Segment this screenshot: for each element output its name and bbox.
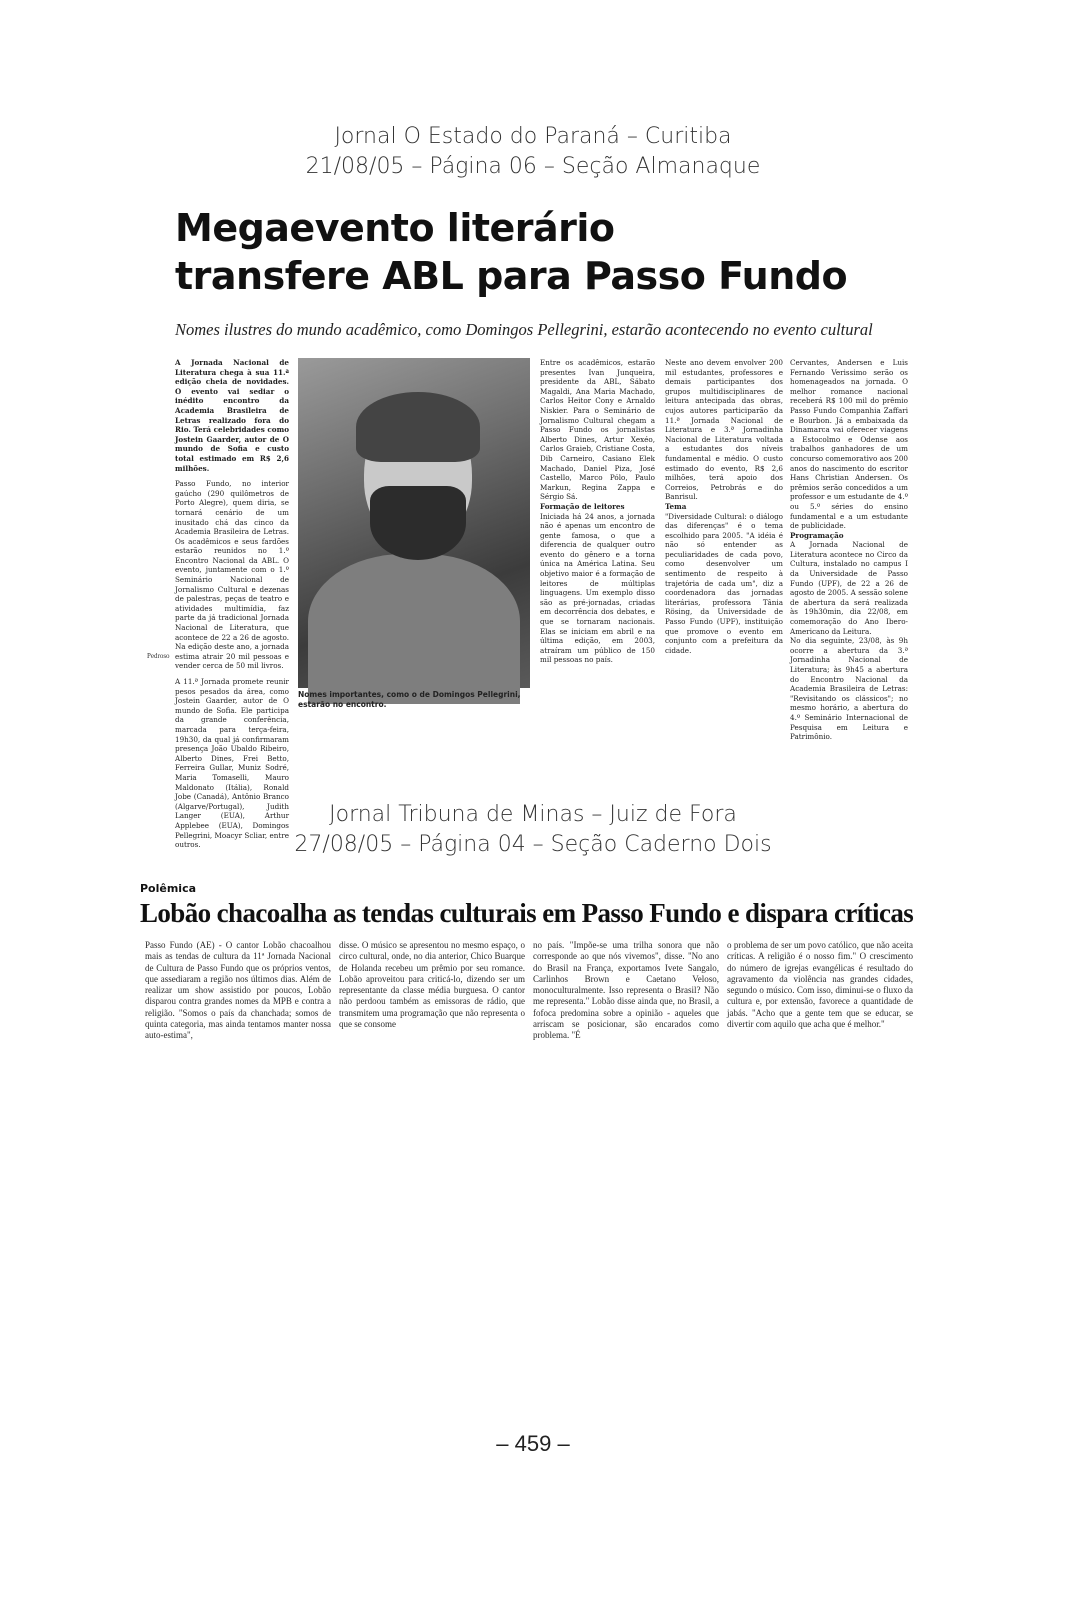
article-1-column-3 — [540, 358, 655, 665]
photo-figure-body — [308, 554, 520, 704]
article-1-deck: Nomes ilustres do mundo acadêmico, como Domingos Pellegrini, estarão acontecendo no evento cultural — [175, 320, 873, 339]
page-number: – 459 – — [496, 1431, 570, 1456]
subhead: Programação — [790, 530, 844, 540]
paragraph: A 11.ª Jornada promete reunir pesos pesados da área, como Jostein Gaarder, autor de O mundo de Sofia. Ele participa da grande conferência, marcada para terça-feira, 19h30, da qual já confirmaram presença João Ubaldo Ribeiro, Alberto Dines, Frei Betto, Ferreira Gullar, Muniz Sodré, Maria Tomaselli, Mauro Maldonato (Itália), Ronald Jobe (Canadá), Antônio Branco (Algarve/Portugal), Judith Langer (EUA), Arthur Applebee (EUA), Domingos Pellegrini, Moacyr Scliar, entre outros. — [175, 677, 289, 850]
source-citation-1 — [0, 122, 1066, 182]
article-2-column-2 — [339, 940, 525, 1030]
source-1-line-1: Jornal O Estado do Paraná – Curitiba — [334, 124, 732, 149]
source-2-line-1: Jornal Tribuna de Minas – Juiz de Fora — [329, 802, 737, 827]
article-1-column-4 — [665, 358, 783, 655]
article-1-column-1 — [175, 358, 289, 850]
photo-credit: Pedroso — [147, 652, 170, 660]
paragraph: o problema de ser um povo católico, que não aceita críticas. A religião é o nosso fim." O crescimento do número de igrejas evangélicas é resultado do agravamento da violência nas grandes cidades, segundo o músico. Com isso, diminui-se o fluxo da cultura e, por extensão, favorece a quantidade de jabás. "Acho que a gente tem que se educar, se divertir com aquilo que acha que é melhor." — [727, 940, 913, 1030]
source-citation-2 — [0, 800, 1066, 860]
article-2-kicker: Polêmica — [140, 882, 197, 895]
paragraph: A Jornada Nacional de Literatura chega à sua 11.ª edição cheia de novidades. O evento vai sediar o inédito encontro da Academia Brasileira de Letras realizado fora do Rio. Terá celebridades como Jostein Gaarder, autor de O mundo de Sofia e custo total estimado em R$ 2,6 milhões. — [175, 358, 289, 473]
subhead: Formação de leitores — [540, 501, 625, 511]
photo-figure-hair — [356, 392, 480, 462]
paragraph: Passo Fundo (AE) - O cantor Lobão chacoalhou mais as tendas de cultura da 11ª Jornada Nacional de Cultura de Passo Fundo que os próprios ventos, que assediaram a região nos últimos dias. Além de realizar um show assistido por poucos, Lobão disparou contra grandes nomes da MPB e contra a religião. "Somos o país da chanchada; somos de quinta categoria, mas ainda tentamos manter nossa auto-estima", — [145, 940, 331, 1041]
portrait-photo — [298, 358, 530, 688]
paragraph: Iniciada há 24 anos, a jornada não é apenas um encontro de gente famosa, o que a diferencia de qualquer outro evento do gênero e a torna única na América Latina. Seu objetivo maior é a formação de leitores de múltiplas linguagens. Um exemplo disso são as pré-jornadas, criadas em decorrência dos debates, e que se tornaram nacionais. Elas se iniciam em abril e na última edição, em 2003, atraíram um público de 150 mil pessoas no país. — [540, 511, 655, 665]
article-1-column-5 — [790, 358, 908, 742]
article-2-column-1 — [145, 940, 331, 1042]
paragraph: No dia seguinte, 23/08, às 9h ocorre a abertura da 3.ª Jornadinha Nacional de Literatura; às 9h45 a abertura do Encontro Nacional da Academia Brasileira de Letras: "Revisitando os clássicos"; no mesmo horário, a abertura do 4.º Seminário Internacional de Pesquisa em Leitura e Patrimônio. — [790, 636, 908, 742]
article-1-headline — [175, 204, 915, 300]
paragraph: Passo Fundo, no interior gaúcho (290 quilômetros de Porto Alegre), quem diria, se tornará cenário de um inusitado chá das cinco da Academia Brasileira de Letras. Os acadêmicos e seus fardões estarão reunidos no 1.º Encontro Nacional da ABL. O evento, juntamente com o 1.º Seminário Nacional de Jornalismo Cultural e dezenas de palestras, peças de teatro e atividades multimídia, faz parte da já tradicional Jornada Nacional de Literatura, que acontece de 22 a 26 de agosto. Na edição deste ano, a jornada estima atrair 20 mil pessoas e vender cerca de 50 mil livros. — [175, 479, 289, 671]
photo-caption: Nomes importantes, como o de Domingos Pellegrini, estarão no encontro. — [298, 690, 521, 709]
paragraph: Neste ano devem envolver 200 mil estudantes, professores e demais participantes dos grupos multidisciplinares de leitura antecipada das obras, cujos autores participarão da 11.ª Jornada Nacional de Literatura e 3.ª Jornadinha Nacional de Literatura voltada a estudantes dos níveis fundamental e médio. O custo estimado do evento, R$ 2,6 milhões, terá apoio dos Correios, Petrobrás e do Banrisul. — [665, 358, 783, 502]
headline-line-2: transfere ABL para Passo Fundo — [175, 254, 848, 298]
paragraph: Entre os acadêmicos, estarão presentes Ivan Junqueira, presidente da ABL, Sábato Magaldi, Ana Maria Machado, Carlos Heitor Cony e Arnaldo Niskier. Para o Seminário de Jornalismo Cultural chegam a Passo Fundo os jornalistas Alberto Dines, Artur Xexéo, Carlos Graieb, Cristiane Costa, Dib Carneiro, Casiano Elek Machado, Daniel Piza, José Castello, Marco Pólo, Paulo Markun, Regina Zappa e Sérgio Sá. — [540, 358, 655, 502]
paragraph: Cervantes, Andersen e Luis Fernando Verissimo serão os homenageados na jornada. O melhor romance nacional receberá R$ 100 mil do prêmio Passo Fundo Companhia Zaffari e Bourbon. Já a embaixada da Dinamarca vai oferecer viagens a Estocolmo e Odense aos trabalhos ganhadores de um concurso comemorativo aos 200 anos do nascimento do escritor Hans Christian Andersen. Os prêmios serão concedidos a um professor e um estudante de 4.º ou 5.º séries do ensino fundamental e a um estudante de publicidade. — [790, 358, 908, 531]
source-1-line-2: 21/08/05 – Página 06 – Seção Almanaque — [305, 154, 761, 179]
paragraph: "Diversidade Cultural: o diálogo das diferenças" é o tema escolhido para 2005. "A idéia é não só entender as peculiaridades de cada povo, como desenvolver um sentimento de respeito à trajetória de cada um", diz a coordenadora das jornadas literárias, professora Tânia Rösing, da Universidade de Passo Fundo (UPF), instituição que promove o evento em conjunto com a prefeitura da cidade. — [665, 511, 783, 655]
paragraph: no país. "Impõe-se uma trilha sonora que não corresponde ao que nós vivemos", disse. "No ano do Brasil na França, exportamos Ivete Sangalo, Carlinhos Brown e Caetano Veloso, monoculturalmente. Isso representa o Brasil? Não me representa." Lobão disse ainda que, no Brasil, a fofoca predomina sobre a opinião - aqueles que arriscam se posicionar, são encarados como problema. "É — [533, 940, 719, 1041]
paragraph: A Jornada Nacional de Literatura acontece no Circo da Cultura, instalado no campus I da Universidade de Passo Fundo (UPF), de 22 a 26 de agosto de 2005. A sessão solene de abertura da será realizada às 19h30min, dia 22/08, em comemoração do Ano Ibero-Americano da Leitura. — [790, 540, 908, 636]
subhead: Tema — [665, 501, 687, 511]
paragraph: disse. O músico se apresentou no mesmo espaço, o circo cultural, onde, no dia anterior, Chico Buarque de Holanda recebeu um prêmio por seu romance. Lobão aproveitou para criticá-lo, dizendo ser um representante da classe média burguesa. O cantor não perdoou também as emissoras de rádio, que transmitem uma programação que não representa o que se consome — [339, 940, 525, 1030]
article-2-column-3 — [533, 940, 719, 1042]
source-2-line-2: 27/08/05 – Página 04 – Seção Caderno Dois — [294, 832, 772, 857]
article-2-column-4 — [727, 940, 913, 1030]
article-2-headline: Lobão chacoalha as tendas culturais em Passo Fundo e dispara críticas — [140, 898, 914, 928]
photo-figure-beard — [370, 486, 466, 560]
headline-line-1: Megaevento literário — [175, 206, 615, 250]
